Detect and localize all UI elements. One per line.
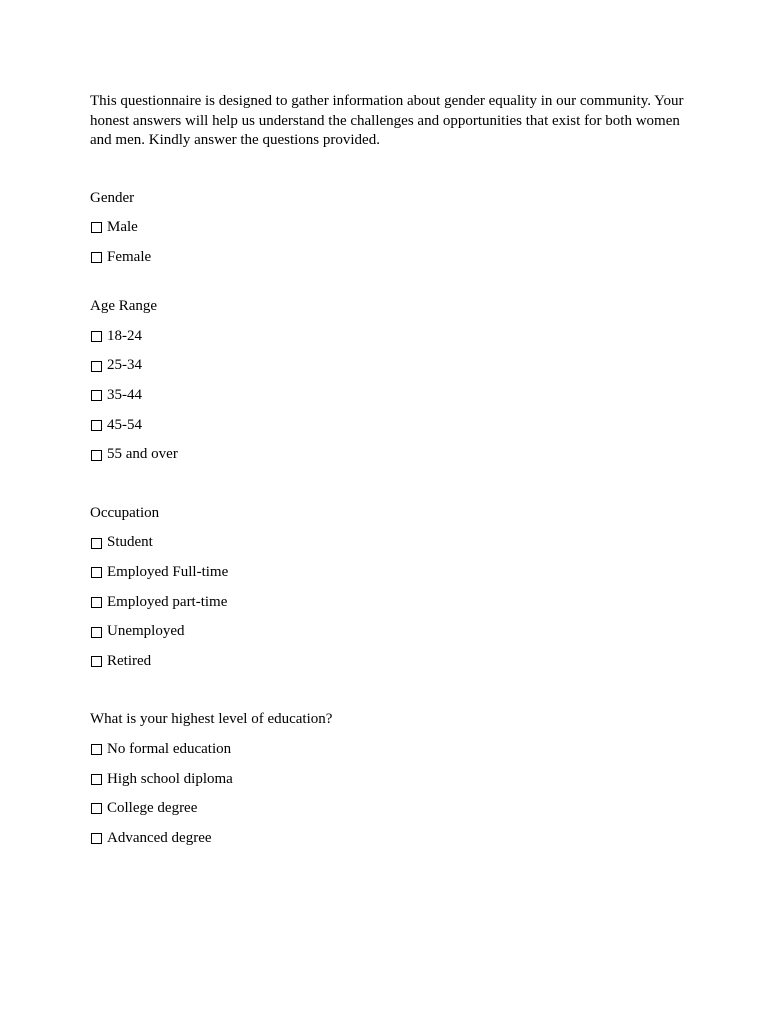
- checkbox-icon[interactable]: [91, 597, 102, 608]
- option-label: Student: [107, 534, 153, 551]
- option-label: High school diploma: [107, 770, 233, 787]
- checkbox-icon[interactable]: [91, 627, 102, 638]
- gender-section: [90, 184, 690, 273]
- checkbox-icon[interactable]: [91, 744, 102, 755]
- education-label: What is your highest level of education?: [90, 711, 333, 728]
- option-label: Male: [107, 219, 138, 236]
- option-employed-full-time[interactable]: [90, 558, 690, 588]
- checkbox-icon[interactable]: [91, 803, 102, 814]
- option-label: 35-44: [107, 387, 142, 404]
- option-label: 25-34: [107, 357, 142, 374]
- option-retired[interactable]: [90, 647, 690, 677]
- option-label: Female: [107, 248, 152, 265]
- option-unemployed[interactable]: [90, 617, 690, 647]
- age-range-section: [90, 292, 690, 470]
- occupation-section: [90, 499, 690, 677]
- option-student[interactable]: [90, 528, 690, 558]
- option-advanced-degree[interactable]: [90, 824, 690, 854]
- intro-paragraph: This questionnaire is designed to gather information about gender equality in our community. Your honest answers will help us understand the challenges and opportunities that exist for both women and men. Kindly answer the questions provided.: [90, 93, 684, 148]
- education-section: [90, 705, 690, 853]
- option-label: Employed Full-time: [107, 564, 229, 581]
- checkbox-icon[interactable]: [91, 656, 102, 667]
- option-label: 55 and over: [107, 446, 178, 463]
- option-no-formal-education[interactable]: [90, 735, 690, 765]
- option-18-24[interactable]: [90, 322, 690, 352]
- checkbox-icon[interactable]: [91, 567, 102, 578]
- option-female[interactable]: [90, 243, 690, 273]
- checkbox-icon[interactable]: [91, 390, 102, 401]
- option-employed-part-time[interactable]: [90, 588, 690, 618]
- option-25-34[interactable]: [90, 351, 690, 381]
- checkbox-icon[interactable]: [91, 833, 102, 844]
- option-college-degree[interactable]: [90, 794, 690, 824]
- option-label: 45-54: [107, 416, 142, 433]
- gender-label: Gender: [90, 189, 135, 206]
- option-label: Unemployed: [107, 623, 185, 640]
- checkbox-icon[interactable]: [91, 538, 102, 549]
- checkbox-icon[interactable]: [91, 331, 102, 342]
- checkbox-icon[interactable]: [91, 222, 102, 233]
- option-label: Advanced degree: [107, 829, 212, 846]
- option-55-and-over[interactable]: [90, 440, 690, 470]
- checkbox-icon[interactable]: [91, 420, 102, 431]
- checkbox-icon[interactable]: [91, 774, 102, 785]
- option-label: College degree: [107, 800, 198, 817]
- age-range-label: Age Range: [90, 298, 158, 315]
- option-35-44[interactable]: [90, 381, 690, 411]
- option-high-school-diploma[interactable]: [90, 765, 690, 795]
- checkbox-icon[interactable]: [91, 252, 102, 263]
- option-label: Employed part-time: [107, 593, 228, 610]
- checkbox-icon[interactable]: [91, 450, 102, 461]
- option-label: No formal education: [107, 741, 232, 757]
- checkbox-icon[interactable]: [91, 361, 102, 372]
- questionnaire-page: [90, 92, 690, 853]
- option-label: Retired: [107, 652, 152, 669]
- option-male[interactable]: [90, 213, 690, 243]
- occupation-label: Occupation: [90, 504, 160, 521]
- option-45-54[interactable]: [90, 411, 690, 441]
- option-label: 18-24: [107, 327, 142, 344]
